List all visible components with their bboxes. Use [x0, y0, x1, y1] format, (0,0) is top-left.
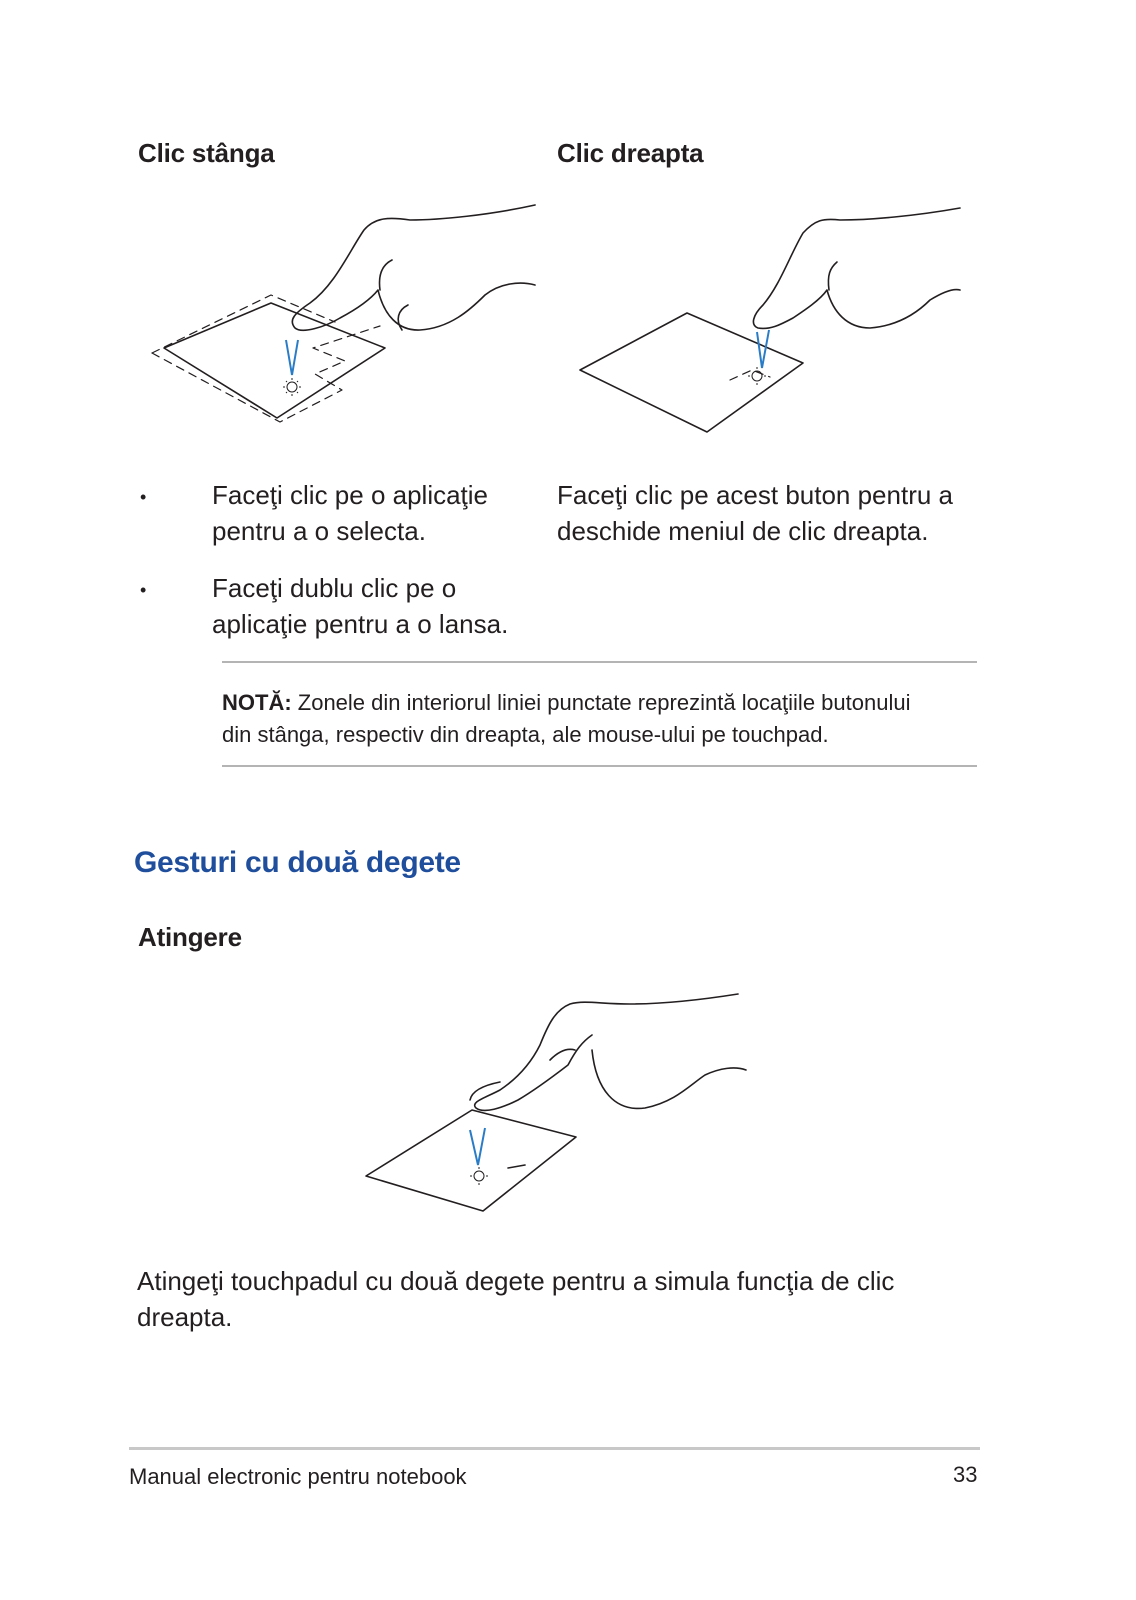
tap-line-2: dreapta.	[137, 1302, 233, 1332]
note-text-2: din stânga, respectiv din dreapta, ale mouse-ului pe touchpad.	[222, 722, 829, 747]
right-click-illustration	[575, 200, 975, 440]
left-click-bullet-2	[212, 570, 532, 642]
note-text-1: Zonele din interiorul liniei punctate reprezintă locaţiile butonului	[291, 690, 911, 715]
note	[222, 687, 982, 751]
right-click-line-2: deschide meniul de clic dreapta.	[557, 516, 929, 546]
tap-line-1: Atingeţi touchpadul cu două degete pentru a simula funcţia de clic	[137, 1266, 895, 1296]
bullet-1-line-2: pentru a o selecta.	[212, 516, 426, 546]
right-click-description	[557, 477, 987, 549]
bullet-marker: •	[140, 580, 147, 600]
tap-heading: Atingere	[138, 922, 242, 952]
bullet-2-line-1: Faceţi dublu clic pe o	[212, 573, 457, 603]
left-click-heading: Clic stânga	[138, 138, 275, 168]
footer-manual-title: Manual electronic pentru notebook	[129, 1464, 467, 1489]
left-click-bullet-1	[212, 477, 532, 549]
tap-description	[137, 1263, 1017, 1335]
note-top-rule	[222, 661, 977, 663]
right-click-heading: Clic dreapta	[557, 138, 704, 168]
right-click-line-1: Faceţi clic pe acest buton pentru a	[557, 480, 954, 510]
note-bottom-rule	[222, 765, 977, 767]
bullet-2-line-2: aplicaţie pentru a o lansa.	[212, 609, 509, 639]
section-title: Gesturi cu două degete	[134, 846, 461, 879]
note-label: NOTĂ:	[222, 690, 292, 715]
bullet-marker: •	[140, 487, 147, 507]
bullet-1-line-1: Faceţi clic pe o aplicaţie	[212, 480, 489, 510]
footer-rule	[129, 1447, 980, 1450]
note-line-1	[222, 687, 982, 719]
two-finger-tap-illustration	[360, 990, 760, 1220]
page-number: 33	[953, 1462, 978, 1487]
left-click-illustration	[140, 195, 540, 435]
